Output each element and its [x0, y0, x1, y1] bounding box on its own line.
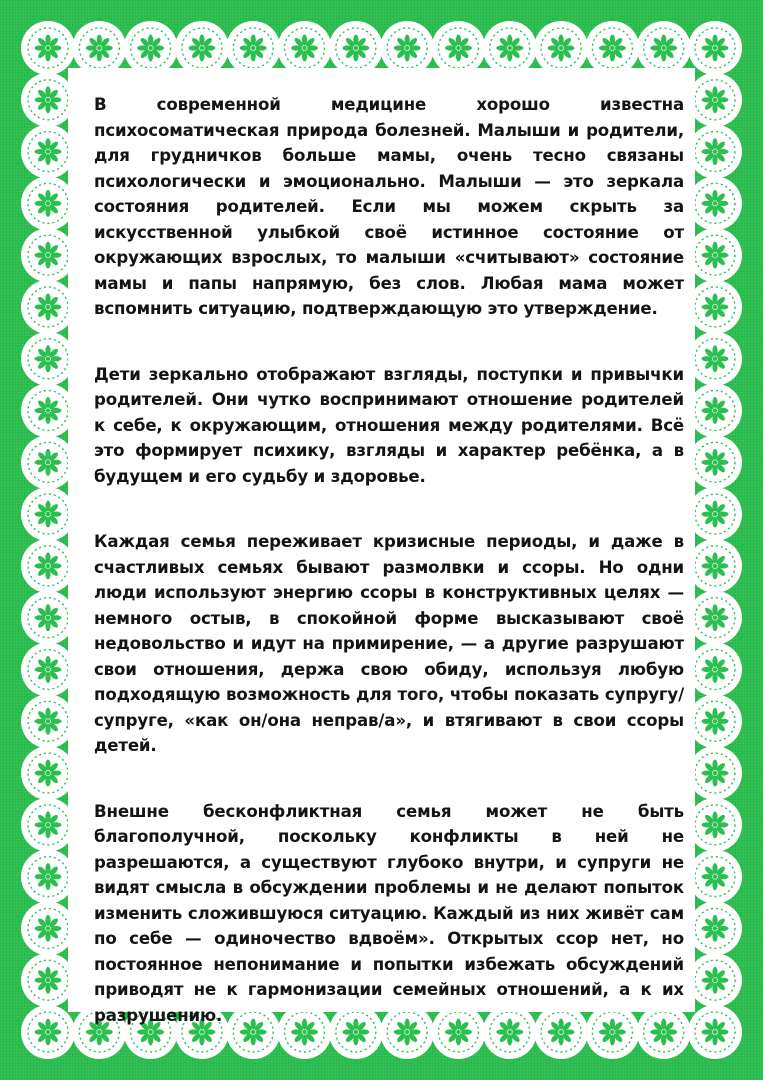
lace-doily [534, 21, 588, 75]
lace-doily [688, 21, 742, 75]
lace-doily [688, 953, 742, 1007]
lace-doily [21, 1005, 75, 1059]
lace-doily [21, 746, 75, 800]
lace-doily [175, 21, 229, 75]
lace-doily [688, 694, 742, 748]
lace-doily [21, 280, 75, 334]
lace-doily [21, 591, 75, 645]
lace-doily [21, 539, 75, 593]
lace-doily [688, 435, 742, 489]
lace-doily [688, 1005, 742, 1059]
lace-doily [688, 125, 742, 179]
lace-doily [688, 228, 742, 282]
lace-doily [21, 953, 75, 1007]
lace-doily [688, 176, 742, 230]
lace-doily [483, 21, 537, 75]
lace-doily [329, 21, 383, 75]
document-body [94, 92, 684, 1068]
lace-doily [380, 21, 434, 75]
lace-doily [226, 21, 280, 75]
lace-doily [21, 125, 75, 179]
lace-doily [688, 487, 742, 541]
lace-doily [21, 642, 75, 696]
lace-doily [21, 850, 75, 904]
lace-doily [688, 850, 742, 904]
lace-doily [21, 21, 75, 75]
paragraph-conflict-free-family: Внешне бесконфликтная семья может не быть благополучной, поскольку конфликты в ней не разрешаются, а существуют глубоко внутри, и супруги не видят смысла в обсуждении проблемы и не делают попыток изменить сложившуюся ситуацию. Каждый из них живёт сам по себе — одиночество вдвоём». Открытых ссор нет, но постоянное непонимание и попытки избежать обсуждений приводят не к гармонизации семейных отношений, а к их разрушению. [94, 801, 684, 1025]
lace-doily [688, 332, 742, 386]
lace-doily [21, 694, 75, 748]
lace-doily [688, 901, 742, 955]
lace-doily [688, 539, 742, 593]
lace-doily [688, 642, 742, 696]
lace-doily [21, 435, 75, 489]
lace-doily [124, 21, 178, 75]
lace-doily [431, 21, 485, 75]
lace-doily [21, 73, 75, 127]
lace-doily [278, 21, 332, 75]
lace-doily [21, 332, 75, 386]
lace-doily [21, 228, 75, 282]
lace-doily [585, 21, 639, 75]
lace-doily [21, 901, 75, 955]
lace-doily [688, 591, 742, 645]
lace-doily [688, 280, 742, 334]
lace-doily [72, 21, 126, 75]
lace-doily [688, 746, 742, 800]
lace-doily [21, 176, 75, 230]
lace-doily [688, 73, 742, 127]
paragraph-psychosomatics: В современной медицине хорошо известна психосоматическая природа болезней. Малыши и родители, для грудничков больше мамы, очень тесно связаны психологически и эмоционально. Малыши — это зеркала состояния родителей. Если мы можем скрыть за искусственной улыбкой своё истинное состояние от окружающих взрослых, то малыши «считывают» состояние мамы и папы напрямую, без слов. Любая мама может вспомнить ситуацию, подтверждающую это утверждение. [94, 95, 684, 318]
paragraph-children-mirror: Дети зеркально отображают взгляды, поступки и привычки родителей. Они чутко воспринимают отношение родителей к себе, к окружающим, отношения между родителями. Всё это формирует психику, взгляды и характер ребёнка, а в будущем и его судьбу и здоровье. [94, 364, 684, 486]
lace-doily [688, 798, 742, 852]
lace-doily [21, 798, 75, 852]
lace-doily [21, 384, 75, 438]
paragraph-family-crises: Каждая семья переживает кризисные периоды, и даже в счастливых семьях бывают размолвки и ссоры. Но одни люди используют энергию ссоры в конструктивных целях — немного остыв, в спокойной форме высказывают своё недовольство и идут на примирение, — а другие разрушают свои отношения, держа свою обиду, используя любую подходящую возможность для того, чтобы показать супругу/супруге, «как он/она неправ/а», и втягивают в свои ссоры детей. [94, 532, 684, 755]
lace-doily [637, 21, 691, 75]
lace-doily [688, 384, 742, 438]
lace-doily [21, 487, 75, 541]
